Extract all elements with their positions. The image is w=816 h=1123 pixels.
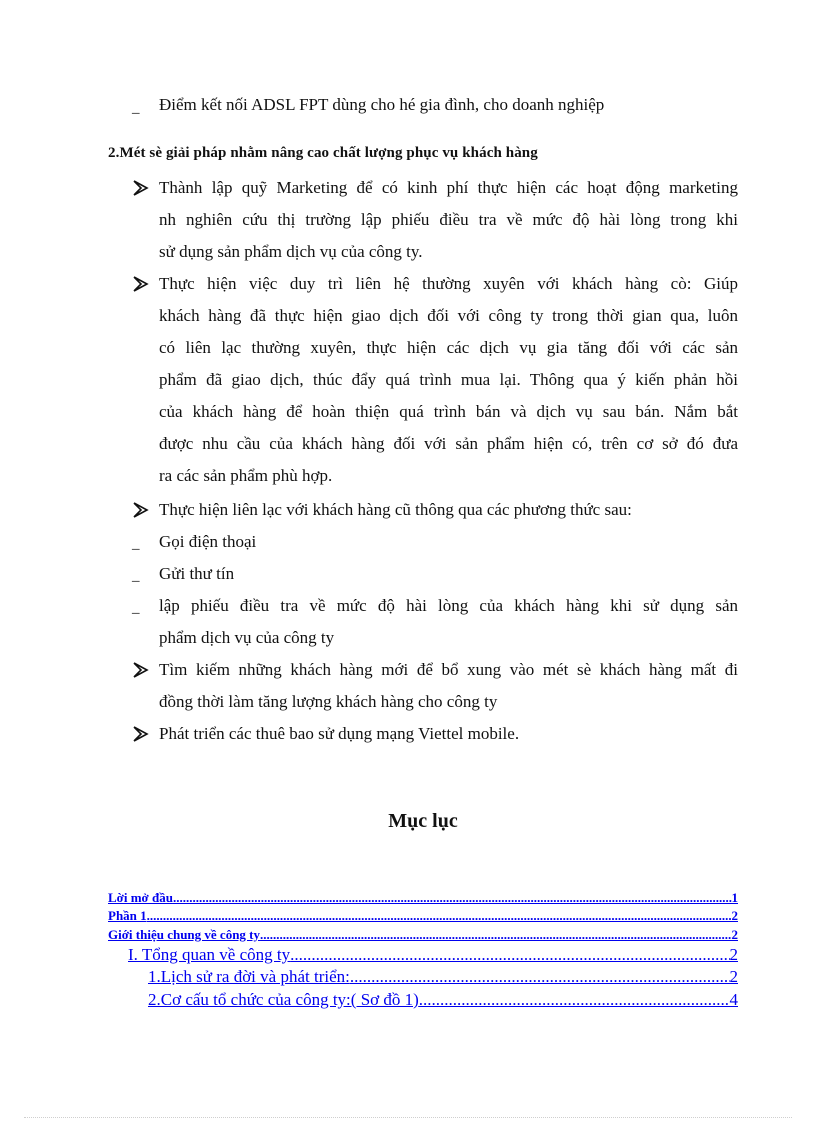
bullet-2-line-4: phẩm đã giao dịch, thúc đẩy quá trình mua lại. Thông qua ý kiến phản hồi bbox=[159, 370, 738, 389]
bullet-1-line-3: sử dụng sản phẩm dịch vụ của công ty. bbox=[159, 242, 423, 261]
dash-bullet: _ bbox=[132, 600, 140, 616]
toc-entry-loi-mo-dau[interactable] bbox=[108, 890, 738, 906]
toc-entry-page: 2 bbox=[729, 945, 738, 964]
page-bottom-rule bbox=[24, 1117, 792, 1118]
toc-entry-page: 4 bbox=[729, 990, 738, 1009]
bullet-1-line-1: Thành lập quỹ Marketing để có kinh phí thực hiện các hoạt động marketing bbox=[159, 178, 738, 197]
arrow-bullet-icon bbox=[132, 724, 150, 744]
toc-entry-page: 1 bbox=[731, 890, 738, 905]
bullet-2-line-1: Thực hiện việc duy trì liên hệ thường xuyên với khách hàng cò: Giúp bbox=[159, 274, 738, 293]
toc-entry-lich-su[interactable] bbox=[148, 967, 738, 987]
intro-item: Điểm kết nối ADSL FPT dùng cho hé gia đình, cho doanh nghiệp bbox=[159, 95, 605, 114]
toc-entry-phan-1[interactable] bbox=[108, 908, 738, 924]
bullet-4-line-1: Tìm kiếm những khách hàng mới để bổ xung vào mét sè khách hàng mất đi bbox=[159, 660, 738, 679]
toc-entry-label: 1.Lịch sử ra đời và phát triển: bbox=[148, 967, 350, 986]
toc-entry-label: I. Tổng quan về công ty bbox=[128, 945, 291, 964]
toc-entry-tong-quan[interactable] bbox=[128, 945, 738, 965]
toc-entry-co-cau[interactable] bbox=[148, 990, 738, 1010]
bullet-2-line-3: có liên lạc thường xuyên, thực hiện các dịch vụ gia tăng đối với các sản bbox=[159, 338, 738, 357]
arrow-bullet-icon bbox=[132, 500, 150, 520]
sub-item-3-line-2: phẩm dịch vụ của công ty bbox=[159, 628, 335, 647]
bullet-2-line-5: của khách hàng để hoàn thiện quá trình bán và dịch vụ sau bán. Nắm bắt bbox=[159, 402, 738, 421]
dash-bullet: _ bbox=[132, 536, 140, 552]
toc-entry-label: Lời mở đầu bbox=[108, 890, 173, 905]
bullet-2-line-6: được nhu cầu của khách hàng đối với sản phẩm hiện có, trên cơ sở đó đưa bbox=[159, 434, 738, 453]
sub-item-2: Gửi thư tín bbox=[159, 564, 235, 583]
toc-entry-gioi-thieu[interactable] bbox=[108, 927, 738, 943]
toc-entry-label: 2.Cơ cấu tổ chức của công ty:( Sơ đồ 1) bbox=[148, 990, 419, 1009]
arrow-bullet-icon bbox=[132, 178, 150, 198]
toc-entry-label: Phần 1 bbox=[108, 908, 147, 923]
sub-item-3-line-1: lập phiếu điều tra về mức độ hài lòng của khách hàng khi sử dụng sản bbox=[159, 596, 738, 615]
bullet-2-line-7: ra các sản phẩm phù hợp. bbox=[159, 466, 333, 485]
sub-item-1: Gọi điện thoại bbox=[159, 532, 257, 551]
bullet-5: Phát triển các thuê bao sử dụng mạng Viettel mobile. bbox=[159, 724, 520, 743]
toc-entry-page: 2 bbox=[731, 927, 738, 942]
bullet-4-line-2: đồng thời làm tăng lượng khách hàng cho công ty bbox=[159, 692, 498, 711]
bullet-1-line-2: nh nghiên cứu thị trường lập phiếu điều tra về mức độ hài lòng trong khi bbox=[159, 210, 738, 229]
dash-bullet: _ bbox=[132, 100, 140, 116]
toc-entry-page: 2 bbox=[729, 967, 738, 986]
bullet-2-line-2: khách hàng đã thực hiện giao dịch đối với công ty trong thời gian qua, luôn bbox=[159, 306, 738, 325]
arrow-bullet-icon bbox=[132, 274, 150, 294]
arrow-bullet-icon bbox=[132, 660, 150, 680]
toc-title: Mục lục bbox=[388, 810, 458, 832]
bullet-3: Thực hiện liên lạc với khách hàng cũ thông qua các phương thức sau: bbox=[159, 500, 632, 519]
dash-bullet: _ bbox=[132, 568, 140, 584]
section-2-heading: 2.Mét sè giải pháp nhằm nâng cao chất lượng phục vụ khách hàng bbox=[108, 145, 538, 161]
toc-entry-page: 2 bbox=[731, 908, 738, 923]
toc-entry-label: Giới thiệu chung về công ty bbox=[108, 927, 261, 942]
